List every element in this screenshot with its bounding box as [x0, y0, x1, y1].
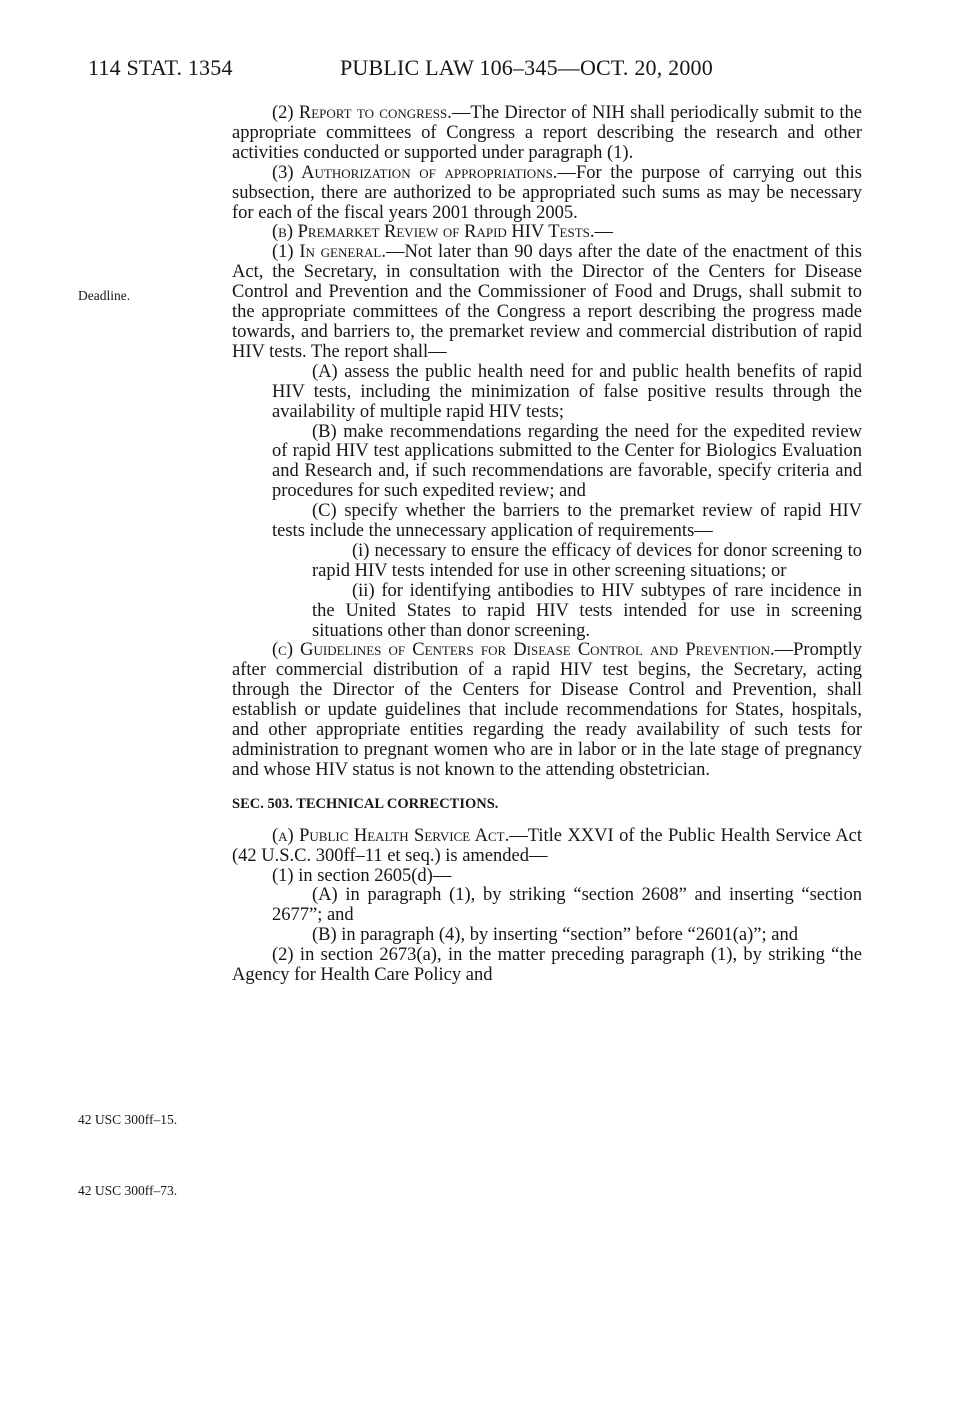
subsection-b-heading [232, 223, 862, 243]
paragraph-3-text: —For the purpose of carrying out this subsection, there are authorized to be appropriated such sums as may be necessary for each of the fiscal years 2001 through 2005. [232, 162, 862, 223]
paragraph-3 [232, 164, 862, 224]
clause-B: (B) make recommendations regarding the need for the expedited review of rapid HIV test applications submitted to the Center for Biologics Evaluation and Research and, if such recommendations are favorable, specify criteria and procedures for such expedited review; and [272, 421, 862, 502]
subsection-b-1-text: —Not later than 90 days after the date of the enactment of this Act, the Secretary, in consultation with the Director of the Centers for Disease Control and Prevention and the Commissioner of Food and Drugs, shall submit to the appropriate committees of the Congress a report describing the progress made towards, and barriers to, the premarket review and commercial distribution of rapid HIV tests. The report shall— [232, 242, 863, 362]
paragraph-3-heading: (3) Authorization of appropriations. [272, 162, 558, 183]
subsection-a-heading: (a) Public Health Service Act. [272, 825, 510, 846]
subsection-b-title: (b) Premarket Review of Rapid HIV Tests. [272, 222, 595, 243]
item-a-1-B: (B) in paragraph (4), by inserting “section” before “2601(a)”; and [312, 925, 798, 946]
subsection-b-1-heading: (1) In general. [272, 242, 386, 263]
margin-note-usc-73: 42 USC 300ff–73. [78, 1183, 178, 1198]
paragraph-2 [232, 104, 862, 164]
clause-C-i: (i) necessary to ensure the efficacy of devices for donor screening to rapid HIV tests intended for use in other screening situations; or [312, 540, 862, 581]
margin-note-usc-15: 42 USC 300ff–15. [78, 1112, 178, 1127]
clause-A: (A) assess the public health need for and public health benefits of rapid HIV tests, including the minimization of false positive results through the availability of multiple rapid HIV tests; [272, 361, 862, 422]
item-a-1-A: (A) in paragraph (1), by striking “section 2608” and inserting “section 2677”; and [272, 885, 862, 926]
subsection-c-text: —Promptly after commercial distribution of a rapid HIV test begins, the Secretary, acting through the Director of the Centers for Disease Control and Prevention, shall establish or update guidelines that include recommendations for States, hospitals, and other appropriate entities regarding the ready availability of such tests for administration to pregnant women who are in labor or in the late stage of pregnancy and whose HIV status is not known to the attending obstetrician. [232, 640, 862, 780]
running-head: PUBLIC LAW 106–345—OCT. 20, 2000 [340, 55, 713, 80]
paragraph-2-heading: (2) Report to congress. [272, 103, 452, 123]
subsection-a-text: —Title XXVI of the Public Health Service Act (42 U.S.C. 300ff–11 et seq.) is amended— [232, 825, 862, 866]
margin-note-deadline: Deadline. [78, 288, 131, 303]
subsection-c-heading: (c) Guidelines of Centers for Disease Control and Prevention. [272, 640, 775, 661]
item-a-1: (1) in section 2605(d)— [272, 865, 452, 886]
subsection-c [232, 641, 862, 780]
subsection-a [232, 827, 862, 867]
item-a-2: (2) in section 2673(a), in the matter preceding paragraph (1), by striking “the Agency for Health Care Policy and [232, 945, 862, 986]
section-heading: SEC. 503. TECHNICAL CORRECTIONS. [232, 795, 499, 812]
paragraph-2-text: —The Director of NIH shall periodically submit to the appropriate committees of Congress a report describing the research and other activities conducted or supported under paragraph (1). [232, 103, 862, 163]
statute-body [232, 104, 862, 986]
page-number: 114 STAT. 1354 [88, 55, 233, 80]
clause-C: (C) specify whether the barriers to the premarket review of rapid HIV tests include the unnecessary application of requirements— [272, 501, 862, 542]
subsection-b-dash: — [594, 222, 614, 243]
clause-C-ii: (ii) for identifying antibodies to HIV subtypes of rare incidence in the United States to rapid HIV tests intended for use in screening situations other than donor screening. [312, 580, 862, 641]
subsection-b-1 [232, 243, 862, 362]
